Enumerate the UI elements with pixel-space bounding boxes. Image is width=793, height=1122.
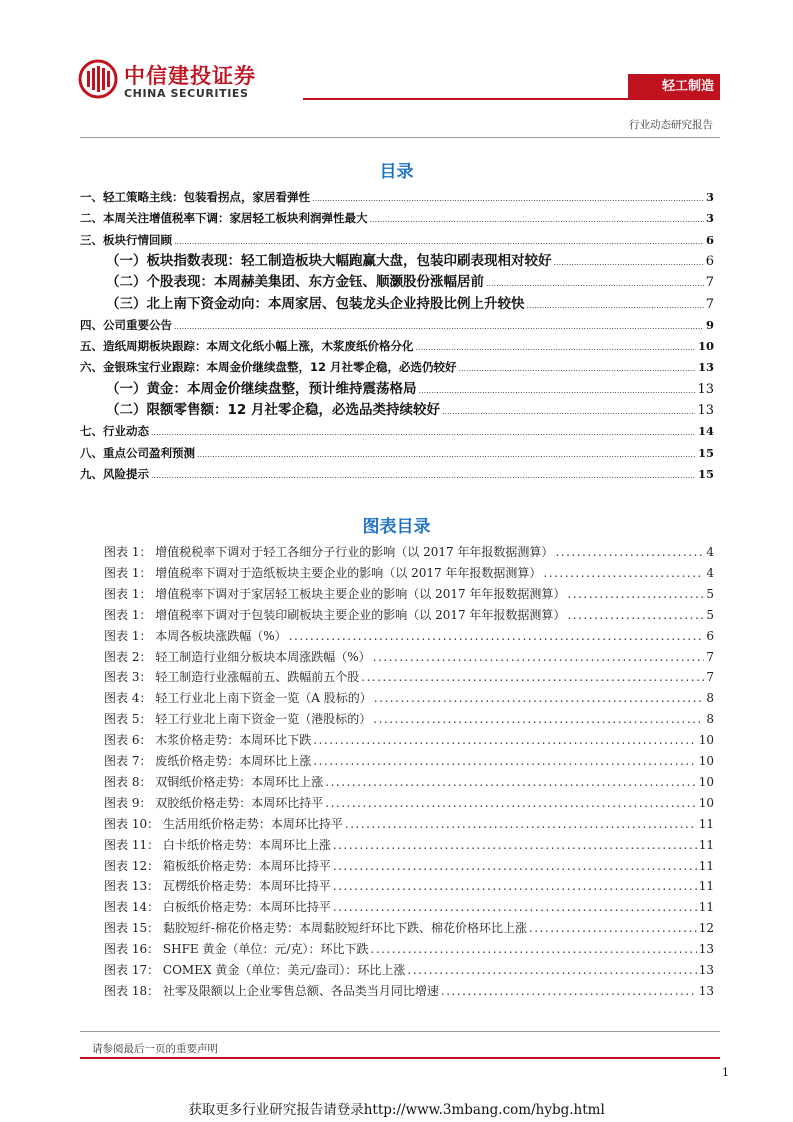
- figure-leader-dots: [333, 835, 697, 855]
- figure-entry-page: 10: [698, 733, 714, 748]
- figure-entry-label: 图表 1： 增值税率下调对于造纸板块主要企业的影响（以 2017 年年报数据测算）: [104, 565, 542, 580]
- figure-leader-dots: [325, 772, 696, 792]
- logo-english-name: CHINA SECURITIES: [124, 87, 249, 100]
- toc-entry-page: 10: [697, 339, 714, 354]
- figure-entry-label: 图表 1： 本周各板块涨跌幅（%）: [104, 628, 287, 643]
- figure-leader-dots: [567, 605, 704, 625]
- toc-entry-label: 三、板块行情回顾: [80, 232, 172, 247]
- toc-entry-label: 七、行业动态: [80, 424, 149, 439]
- toc-entry-page: 6: [705, 253, 714, 269]
- figure-leader-dots: [441, 981, 697, 1001]
- figure-entry[interactable]: [104, 772, 714, 792]
- figure-leader-dots: [407, 960, 696, 980]
- figure-entry-page: 8: [706, 691, 714, 706]
- toc-entry-label: 四、公司重要公告: [80, 317, 172, 332]
- toc-entry-page: 15: [697, 445, 714, 460]
- toc-leader-dots: [416, 338, 696, 358]
- figure-leader-dots: [543, 563, 704, 583]
- toc-leader-dots: [527, 296, 704, 316]
- figure-entry[interactable]: [104, 626, 714, 646]
- figure-leader-dots: [333, 876, 697, 896]
- figure-leader-dots: [555, 542, 704, 562]
- figure-entry-label: 图表 17： COMEX 黄金（单位：美元/盎司）：环比上涨: [104, 963, 406, 977]
- toc-leader-dots: [486, 274, 704, 294]
- bottom-promo-text: 获取更多行业研究报告请登录http://www.3mbang.com/hybg.html: [188, 1102, 605, 1118]
- figure-entry-label: 图表 18： 社零及限额以上企业零售总额、各品类当月同比增速: [104, 983, 439, 998]
- figure-entry-label: 图表 5： 轻工行业北上南下资金一览（港股标的）: [104, 712, 372, 727]
- footer-thin-divider: [80, 1031, 720, 1032]
- toc-entry-label: （三）北上南下资金动向：本周家居、包装龙头企业持股比例上升较快: [106, 295, 525, 312]
- figure-leader-dots: [529, 918, 697, 938]
- figure-entry-page: 13: [698, 963, 714, 977]
- figure-entry[interactable]: [104, 605, 714, 625]
- figure-entry-page: 4: [706, 545, 714, 559]
- figure-entry-page: 10: [698, 774, 714, 789]
- toc-entry-label: 一、轻工策略主线：包装看拐点，家居看弹性: [80, 190, 310, 204]
- figure-leader-dots: [361, 667, 704, 687]
- figure-entry[interactable]: [104, 793, 714, 813]
- figure-entry[interactable]: [104, 814, 714, 834]
- figure-leader-dots: [325, 793, 696, 813]
- toc-leader-dots: [312, 189, 704, 209]
- header-thin-divider: [80, 137, 720, 138]
- toc-leader-dots: [151, 423, 696, 443]
- toc-leader-dots: [197, 445, 696, 465]
- figure-entry-label: 图表 1： 增值税税率下调对于轻工各细分子行业的影响（以 2017 年年报数据测算）: [104, 545, 554, 559]
- toc-entry[interactable]: [106, 272, 714, 292]
- figure-entry-page: 5: [706, 607, 714, 622]
- toc-leader-dots: [370, 210, 704, 230]
- figure-entry[interactable]: [104, 563, 714, 583]
- figure-entry[interactable]: [104, 897, 714, 917]
- figure-entry[interactable]: [104, 667, 714, 687]
- toc-entry[interactable]: [80, 357, 714, 377]
- figure-leader-dots: [333, 897, 697, 917]
- figure-entry[interactable]: [104, 856, 714, 876]
- logo-chinese-name: 中信建投证券: [124, 64, 256, 88]
- figure-entry-label: 图表 16： SHFE 黄金（单位：元/克）：环比下跌: [104, 942, 369, 957]
- figure-entry-page: 8: [706, 712, 714, 727]
- figure-entry-page: 6: [706, 628, 714, 643]
- figure-leader-dots: [345, 814, 697, 834]
- toc-entry-page: 6: [705, 232, 714, 247]
- toc-entry[interactable]: [80, 187, 714, 207]
- toc-entry-page: 7: [705, 296, 714, 312]
- toc-entry-page: 9: [705, 317, 714, 332]
- figure-entry[interactable]: [104, 835, 714, 855]
- figure-entry-page: 11: [698, 816, 714, 831]
- toc-entry-page: 13: [697, 360, 714, 375]
- figure-entry[interactable]: [104, 709, 714, 729]
- figure-entry-page: 13: [698, 983, 714, 998]
- company-logo-icon: [78, 59, 118, 99]
- figure-entry-label: 图表 2： 轻工制造行业细分板块本周涨跌幅（%）: [104, 649, 371, 664]
- toc-leader-dots: [554, 253, 704, 273]
- figure-entry-label: 图表 3： 轻工制造行业涨幅前五、跌幅前五个股: [104, 670, 360, 685]
- toc-entry[interactable]: [80, 315, 714, 335]
- toc-entry-page: 13: [697, 403, 714, 418]
- figure-entry[interactable]: [104, 960, 714, 980]
- toc-entry-page: 14: [697, 424, 714, 439]
- figure-entry[interactable]: [104, 730, 714, 750]
- figure-entry[interactable]: [104, 939, 714, 959]
- toc-entry-page: 3: [705, 190, 714, 204]
- figure-entry-label: 图表 13： 瓦楞纸价格走势：本周环比持平: [104, 879, 331, 894]
- figure-entry[interactable]: [104, 584, 714, 604]
- figure-entry-label: 图表 10： 生活用纸价格走势：本周环比持平: [104, 816, 343, 831]
- figure-entry-page: 11: [698, 879, 714, 894]
- toc-entry[interactable]: [80, 336, 714, 356]
- figure-entry-label: 图表 7： 废纸价格走势：本周环比上涨: [104, 754, 312, 768]
- toc-leader-dots: [174, 317, 704, 337]
- toc-leader-dots: [151, 466, 696, 486]
- toc-entry[interactable]: [80, 230, 714, 250]
- toc-entry-label: 六、金银珠宝行业跟踪：本周金价继续盘整，12 月社零企稳，必选仍较好: [80, 360, 457, 375]
- toc-entry[interactable]: [80, 443, 714, 463]
- figure-entry-label: 图表 11： 白卡纸价格走势：本周环比上涨: [104, 837, 331, 852]
- toc-entry-label: 九、风险提示: [80, 466, 149, 481]
- toc-leader-dots: [442, 402, 695, 422]
- toc-entry[interactable]: [106, 400, 714, 420]
- report-type: 行业动态研究报告: [629, 119, 713, 131]
- figure-entry[interactable]: [104, 688, 714, 708]
- figure-entry-page: 11: [698, 837, 714, 852]
- figure-entry-page: 5: [706, 586, 714, 601]
- figure-entry[interactable]: [104, 918, 714, 938]
- footer-divider: [80, 1057, 720, 1059]
- page-number: 1: [722, 1066, 729, 1079]
- figure-entry-page: 13: [698, 942, 714, 957]
- sector-label: 轻工制造: [628, 74, 720, 100]
- figure-entry[interactable]: [104, 876, 714, 896]
- figure-entry-page: 10: [698, 754, 714, 768]
- figure-entry-label: 图表 12： 箱板纸价格走势：本周环比持平: [104, 858, 331, 873]
- toc-entry[interactable]: [80, 421, 714, 441]
- toc-entry-page: 3: [705, 211, 714, 226]
- toc-title: 目录: [379, 162, 414, 182]
- figure-entry-label: 图表 4： 轻工行业北上南下资金一览（A 股标的）: [104, 691, 372, 706]
- figure-leader-dots: [373, 709, 704, 729]
- figure-leader-dots: [313, 730, 696, 750]
- figure-leader-dots: [289, 626, 705, 646]
- toc-entry[interactable]: [80, 464, 714, 484]
- figure-entry-page: 11: [698, 858, 714, 873]
- figure-entry-label: 图表 8： 双铜纸价格走势：本周环比上涨: [104, 774, 324, 789]
- figure-leader-dots: [371, 939, 697, 959]
- figure-leader-dots: [373, 647, 705, 667]
- figure-entry-page: 7: [706, 670, 714, 685]
- toc-leader-dots: [174, 232, 704, 252]
- toc-entry-page: 13: [697, 381, 714, 397]
- toc-leader-dots: [459, 359, 696, 379]
- disclaimer-note: 请参阅最后一页的重要声明: [92, 1043, 218, 1055]
- figure-entry-label: 图表 9： 双胶纸价格走势：本周环比持平: [104, 795, 324, 810]
- figure-entry-page: 10: [698, 795, 714, 810]
- figure-leader-dots: [313, 751, 696, 771]
- figure-list-title: 图表目录: [362, 517, 431, 537]
- figure-leader-dots: [374, 688, 705, 708]
- toc-entry-label: （一）板块指数表现：轻工制造板块大幅跑赢大盘，包装印刷表现相对较好: [106, 252, 552, 269]
- toc-entry[interactable]: [80, 208, 714, 228]
- toc-entry-label: （一）黄金：本周金价继续盘整，预计维持震荡格局: [106, 380, 417, 397]
- figure-entry-page: 4: [706, 565, 714, 580]
- figure-entry-label: 图表 1： 增值税率下调对于家居轻工板块主要企业的影响（以 2017 年年报数据测算）: [104, 586, 566, 601]
- figure-entry[interactable]: [104, 751, 714, 771]
- figure-entry[interactable]: [104, 542, 714, 562]
- toc-entry[interactable]: [106, 294, 714, 314]
- toc-entry-label: 五、造纸周期板块跟踪：本周文化纸小幅上涨，木浆废纸价格分化: [80, 339, 414, 354]
- figure-entry-label: 图表 15： 黏胶短纤-棉花价格走势：本周黏胶短纤环比下跌、棉花价格环比上涨: [104, 921, 527, 936]
- figure-leader-dots: [567, 584, 704, 604]
- figure-entry-page: 11: [698, 900, 714, 915]
- figure-entry-page: 12: [698, 921, 714, 936]
- figure-entry[interactable]: [104, 647, 714, 667]
- toc-entry-page: 7: [705, 275, 714, 291]
- toc-entry-label: 二、本周关注增值税率下调：家居轻工板块利润弹性最大: [80, 211, 368, 226]
- figure-entry[interactable]: [104, 981, 714, 1001]
- toc-entry-label: 八、重点公司盈利预测: [80, 445, 195, 460]
- figure-entry-label: 图表 6： 木浆价格走势：本周环比下跌: [104, 733, 312, 748]
- figure-entry-label: 图表 1： 增值税率下调对于包装印刷板块主要企业的影响（以 2017 年年报数据测算）: [104, 607, 566, 622]
- figure-leader-dots: [333, 856, 697, 876]
- toc-entry[interactable]: [106, 251, 714, 271]
- toc-entry-page: 15: [697, 466, 714, 481]
- toc-leader-dots: [419, 381, 696, 401]
- figure-entry-label: 图表 14： 白板纸价格走势：本周环比持平: [104, 900, 331, 915]
- figure-entry-page: 7: [706, 649, 714, 664]
- toc-entry[interactable]: [106, 379, 714, 399]
- toc-entry-label: （二）个股表现：本周赫美集团、东方金钰、顺灏股份涨幅居前: [106, 274, 484, 291]
- toc-entry-label: （二）限额零售额：12 月社零企稳，必选品类持续较好: [106, 402, 440, 418]
